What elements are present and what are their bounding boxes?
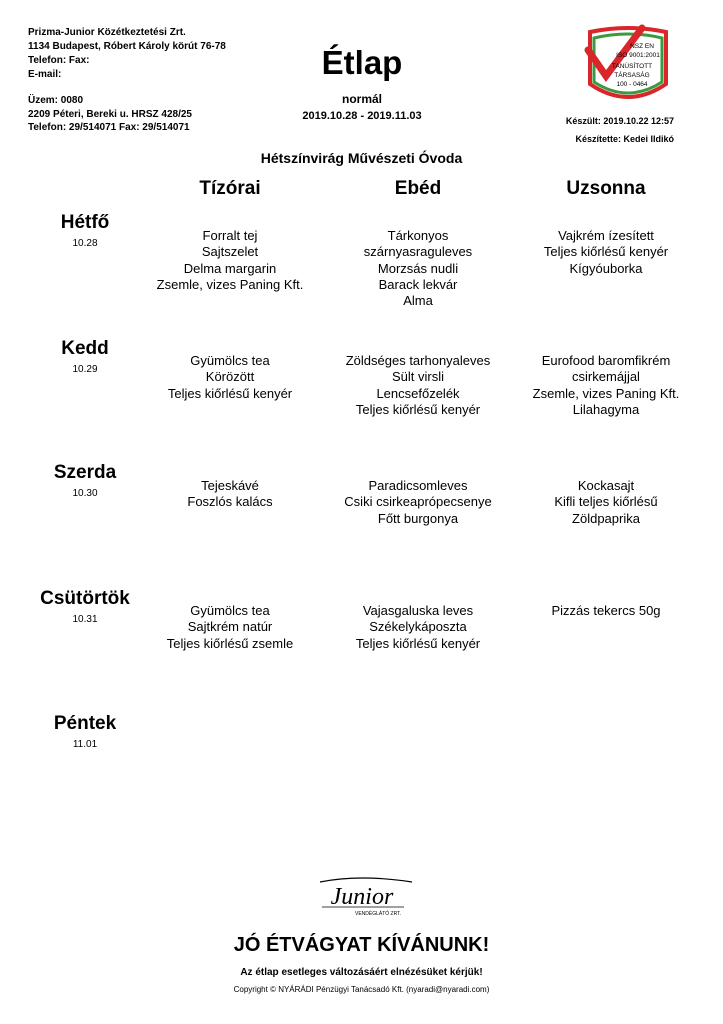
meal-item: csirkemájjal xyxy=(572,369,640,385)
created-timestamp: Készült: 2019.10.22 12:57 xyxy=(565,116,674,126)
company-info xyxy=(28,26,226,82)
day-name: Kedd xyxy=(61,338,109,359)
meal-item: Zöldséges tarhonyaleves xyxy=(345,353,491,368)
junior-logo-subtext: VENDÉGLÁTÓ ZRT. xyxy=(354,911,402,917)
company-address: 1134 Budapest, Róbert Károly körút 76-78 xyxy=(28,41,226,52)
meal-cell xyxy=(516,478,696,527)
meal-item: Barack lekvár xyxy=(378,276,458,292)
meal-item: Forralt tej xyxy=(202,228,258,243)
meal-item: szárnyasraguleves xyxy=(363,244,473,260)
plant-id: Üzem: 0080 xyxy=(28,95,84,106)
meal-item: Lencsefőzelék xyxy=(376,385,460,401)
meal-item: Kifli teljes kiőrlésű xyxy=(554,494,658,510)
meal-item: Morzsás nudli xyxy=(377,260,459,276)
day-date: 11.01 xyxy=(72,739,98,750)
meal-item: Csiki csirkeaprópecsenye xyxy=(344,494,492,510)
school-name: Hétszínvirág Művészeti Óvoda xyxy=(260,150,463,166)
day-name: Csütörtök xyxy=(40,588,130,609)
meal-item: Teljes kiőrlésű kenyér xyxy=(355,635,481,651)
iso-certification-logo xyxy=(582,24,674,110)
meal-cell xyxy=(328,228,508,309)
cert-line-4: TÁRSASÁG xyxy=(614,72,650,79)
cert-line-5: 100 - 0464 xyxy=(616,81,648,88)
meal-item: Pizzás tekercs 50g xyxy=(551,603,661,618)
meal-item: Delma margarin xyxy=(183,260,277,276)
day-date: 10.28 xyxy=(72,238,98,249)
menu-type: normál xyxy=(341,92,382,106)
meal-cell xyxy=(516,353,696,418)
day-name: Péntek xyxy=(53,713,117,734)
column-header-ebed: Ebéd xyxy=(394,178,442,199)
plant-phone-fax: Telefon: 29/514071 Fax: 29/514071 xyxy=(28,122,190,133)
day-date: 10.30 xyxy=(72,488,98,499)
cert-line-3: TANÚSÍTOTT xyxy=(611,63,653,70)
column-header-tizorai: Tízórai xyxy=(199,178,261,199)
meal-item: Teljes kiőrlésű kenyér xyxy=(355,401,481,417)
meal-item: Teljes kiőrlésű kenyér xyxy=(167,385,293,401)
company-email: E-mail: xyxy=(28,69,62,80)
junior-logo xyxy=(300,876,425,918)
meal-item: Sült virsli xyxy=(391,369,444,385)
meal-item: Vajasgaluska leves xyxy=(362,603,474,618)
meal-cell xyxy=(328,353,508,418)
meal-item: Paradicsomleves xyxy=(368,478,468,493)
copyright: Copyright © NYÁRÁDI Pénzügyi Tanácsadó Kft. (nyaradi@nyaradi.com) xyxy=(233,985,490,994)
day-label-wednesday xyxy=(20,462,150,499)
meal-item: Vajkrém ízesített xyxy=(558,228,654,243)
meal-cell xyxy=(516,603,696,619)
date-range: 2019.10.28 - 2019.11.03 xyxy=(302,110,422,122)
meal-cell xyxy=(328,603,508,652)
meal-item: Alma xyxy=(403,293,433,309)
junior-logo-text: Junior xyxy=(330,884,394,910)
cert-line-2: ISO 9001:2001 xyxy=(616,52,660,59)
company-name: Prizma-Junior Közétkeztetési Zrt. xyxy=(28,27,186,38)
meal-item: Gyümölcs tea xyxy=(190,353,270,368)
company-phone-fax: Telefon: Fax: xyxy=(28,55,90,66)
meal-item: Sajtkrém natúr xyxy=(187,619,273,635)
meal-item: Kockasajt xyxy=(577,478,635,493)
meal-item: Zöldpaprika xyxy=(572,510,640,526)
meal-item: Sajtszelet xyxy=(201,244,259,260)
plant-address: 2209 Péteri, Bereki u. HRSZ 428/25 xyxy=(28,108,192,120)
meal-item: Tejeskávé xyxy=(201,478,259,493)
plant-info xyxy=(28,94,192,135)
day-label-thursday xyxy=(20,588,150,625)
creation-info xyxy=(540,112,700,148)
meal-cell xyxy=(140,228,320,293)
day-label-monday xyxy=(20,212,150,249)
greeting: JÓ ÉTVÁGYAT KÍVÁNUNK! xyxy=(233,934,490,956)
meal-item: Zsemle, vizes Paning Kft. xyxy=(532,385,680,401)
day-date: 10.31 xyxy=(72,614,98,625)
meal-item: Gyümölcs tea xyxy=(190,603,270,618)
meal-item: Kígyóuborka xyxy=(569,260,643,276)
day-date: 10.29 xyxy=(72,364,98,375)
meal-item: Lilahagyma xyxy=(572,401,640,417)
day-name: Szerda xyxy=(53,462,117,483)
cert-line-1: NSZ EN xyxy=(630,43,654,50)
day-label-tuesday xyxy=(20,338,150,375)
day-name: Hétfő xyxy=(60,212,110,233)
meal-item: Főtt burgonya xyxy=(377,510,459,526)
day-label-friday xyxy=(20,713,150,750)
author: Készítette: Kedei Ildikó xyxy=(575,134,674,144)
column-header-uzsonna: Uzsonna xyxy=(566,178,646,199)
meal-item: Székelykáposzta xyxy=(369,619,467,635)
meal-item: Teljes kiőrlésű kenyér xyxy=(543,244,669,260)
meal-cell xyxy=(140,603,320,652)
meal-item: Eurofood baromfikrém xyxy=(541,353,671,368)
meal-item: Körözött xyxy=(205,369,255,385)
meal-cell xyxy=(140,478,320,511)
meal-cell xyxy=(328,478,508,527)
apology-note: Az étlap esetleges változásáért elnézésüket kérjük! xyxy=(240,967,483,978)
meal-item: Tárkonyos xyxy=(387,228,449,243)
meal-item: Foszlós kalács xyxy=(187,494,273,510)
meal-item: Teljes kiőrlésű zsemle xyxy=(166,635,294,651)
page-title: Étlap xyxy=(321,44,403,81)
meal-cell xyxy=(516,228,696,277)
meal-item: Zsemle, vizes Paning Kft. xyxy=(156,276,304,292)
meal-cell xyxy=(140,353,320,402)
